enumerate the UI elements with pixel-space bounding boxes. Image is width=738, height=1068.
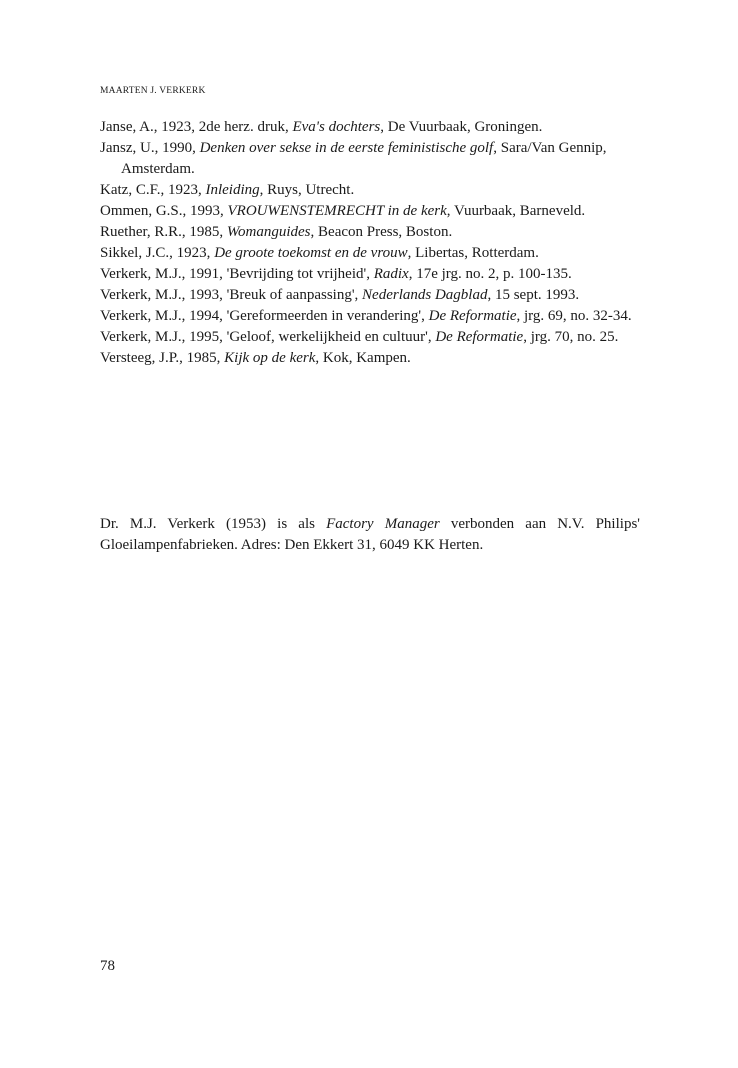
reference-title: Denken over sekse in de eerste feministische golf	[199, 140, 494, 156]
reference-title: Womanguides	[226, 224, 311, 240]
bio-role: Factory Manager	[326, 516, 440, 532]
reference-title: Kijk op de kerk	[224, 350, 316, 366]
reference-item: Verkerk, M.J., 1991, 'Bevrijding tot vrijheid', Radix, 17e jrg. no. 2, p. 100-135.	[100, 266, 572, 282]
running-head: MAARTEN J. VERKERK	[100, 86, 206, 96]
reference-item: Ruether, R.R., 1985, Womanguides, Beacon Press, Boston.	[100, 224, 453, 240]
reference-title: De Reformatie	[435, 329, 524, 345]
reference-title: Eva's dochters	[292, 119, 381, 135]
reference-title: Nederlands Dagblad	[362, 287, 488, 303]
reference-item: Sikkel, J.C., 1923, De groote toekomst en de vrouw, Libertas, Rotterdam.	[100, 245, 539, 261]
reference-item: Ommen, G.S., 1993, VROUWENSTEMRECHT in de kerk, Vuurbaak, Barneveld.	[100, 203, 586, 219]
reference-title: De groote toekomst en de vrouw	[214, 245, 408, 261]
reference-item: Verkerk, M.J., 1993, 'Breuk of aanpassing', Nederlands Dagblad, 15 sept. 1993.	[100, 287, 580, 303]
reference-item: Verkerk, M.J., 1995, 'Geloof, werkelijkheid en cultuur', De Reformatie, jrg. 70, no. 25.	[100, 329, 619, 345]
reference-item: Katz, C.F., 1923, Inleiding, Ruys, Utrecht.	[100, 182, 355, 198]
page-number: 78	[100, 958, 115, 974]
reference-item: Verkerk, M.J., 1994, 'Gereformeerden in verandering', De Reformatie, jrg. 69, no. 32-34.	[100, 308, 632, 324]
reference-list	[100, 117, 645, 369]
reference-title: Radix	[373, 266, 409, 282]
reference-item: Jansz, U., 1990, Denken over sekse in de eerste feministische golf, Sara/Van Gennip, Amsterdam.	[100, 140, 607, 177]
reference-item: Versteeg, J.P., 1985, Kijk op de kerk, Kok, Kampen.	[100, 350, 411, 366]
reference-title: De Reformatie	[428, 308, 517, 324]
reference-title: VROUWENSTEMRECHT in de kerk	[227, 203, 447, 219]
author-bio: Dr. M.J. Verkerk (1953) is als Factory Manager verbonden aan N.V. Philips' Gloeilampenfabrieken. Adres: Den Ekkert 31, 6049 KK Herten.	[100, 516, 640, 553]
reference-item: Janse, A., 1923, 2de herz. druk, Eva's dochters, De Vuurbaak, Groningen.	[100, 119, 543, 135]
reference-title: Inleiding	[205, 182, 260, 198]
